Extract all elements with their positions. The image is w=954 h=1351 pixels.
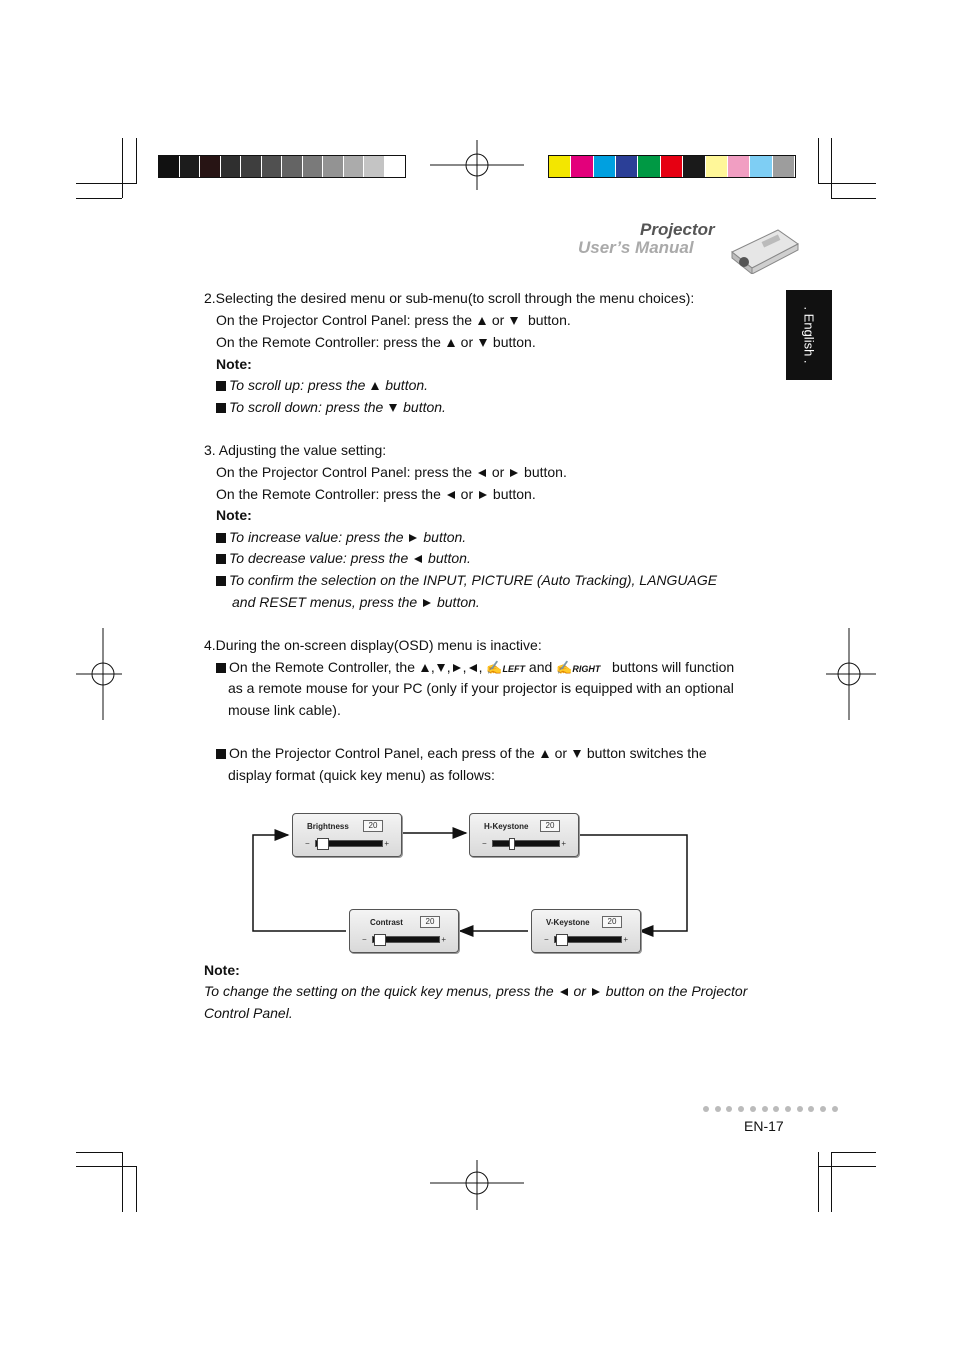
osd-label: V-Keystone bbox=[546, 918, 590, 927]
color-swatch bbox=[364, 156, 384, 177]
projector-image bbox=[728, 222, 800, 274]
osd-h-keystone bbox=[469, 813, 579, 857]
up-arrow-icon bbox=[371, 382, 379, 390]
color-swatch bbox=[303, 156, 323, 177]
crop-mark bbox=[818, 1166, 876, 1167]
osd-slider bbox=[492, 840, 560, 847]
color-swatch bbox=[571, 156, 592, 177]
osd-value: 20 bbox=[420, 916, 440, 928]
plus-icon: + bbox=[441, 935, 446, 944]
crop-mark bbox=[122, 138, 123, 198]
up-arrow-icon bbox=[478, 317, 486, 325]
right-arrow-icon bbox=[510, 469, 518, 477]
bullet-icon bbox=[216, 663, 226, 673]
color-calibration-bar bbox=[548, 155, 796, 178]
section4-remote-line3: mouse link cable). bbox=[228, 702, 341, 718]
minus-icon: − bbox=[544, 935, 549, 944]
bullet-icon bbox=[216, 533, 226, 543]
bullet-icon bbox=[216, 403, 226, 413]
dot-icon bbox=[750, 1106, 756, 1112]
color-swatch bbox=[773, 156, 794, 177]
color-swatch bbox=[750, 156, 771, 177]
down-arrow-icon bbox=[510, 317, 518, 325]
slider-knob bbox=[374, 934, 386, 946]
color-swatch bbox=[159, 156, 179, 177]
bullet-icon bbox=[216, 576, 226, 586]
up-arrow-icon bbox=[421, 664, 429, 672]
color-swatch bbox=[683, 156, 704, 177]
minus-icon: − bbox=[482, 839, 487, 848]
section4-panel-line: On the Projector Control Panel, each press of the or button switches the bbox=[216, 744, 707, 762]
crop-mark bbox=[818, 1152, 819, 1212]
section3-note-label: Note: bbox=[216, 507, 252, 523]
dot-icon bbox=[703, 1106, 709, 1112]
up-arrow-icon bbox=[447, 339, 455, 347]
left-arrow-icon bbox=[478, 469, 486, 477]
final-note-label: Note: bbox=[204, 962, 240, 978]
slider-knob bbox=[556, 934, 568, 946]
right-arrow-icon bbox=[592, 988, 600, 996]
logo-users-manual: User’s Manual bbox=[578, 238, 694, 257]
osd-label: Contrast bbox=[370, 918, 403, 927]
plus-icon: + bbox=[623, 935, 628, 944]
crop-mark bbox=[76, 198, 122, 199]
section2-note-label: Note: bbox=[216, 356, 252, 372]
right-arrow-icon bbox=[453, 664, 461, 672]
down-arrow-icon bbox=[437, 664, 445, 672]
left-arrow-icon bbox=[469, 664, 477, 672]
color-swatch bbox=[180, 156, 200, 177]
osd-label: H-Keystone bbox=[484, 822, 529, 831]
color-swatch bbox=[661, 156, 682, 177]
right-arrow-icon bbox=[423, 599, 431, 607]
registration-mark-left bbox=[76, 628, 122, 720]
left-arrow-icon bbox=[447, 491, 455, 499]
section3-panel-line: On the Projector Control Panel: press the or button. bbox=[216, 464, 567, 480]
color-swatch bbox=[594, 156, 615, 177]
color-swatch bbox=[200, 156, 220, 177]
left-click-label: LEFT bbox=[502, 664, 526, 674]
section2-heading: 2.Selecting the desired menu or sub-menu(to scroll through the menu choices): bbox=[204, 290, 695, 306]
osd-contrast bbox=[349, 909, 459, 953]
bullet-icon bbox=[216, 554, 226, 564]
color-swatch bbox=[221, 156, 241, 177]
section4-remote-line: On the Remote Controller, the , , , , ✍LEFT and ✍RIGHT buttons will function bbox=[216, 658, 734, 678]
section2-note-scroll-up: To scroll up: press the button. bbox=[216, 376, 428, 394]
crop-mark bbox=[818, 138, 819, 184]
section2-remote-line: On the Remote Controller: press the or button. bbox=[216, 334, 536, 350]
slider-knob bbox=[509, 838, 515, 850]
section2-note-scroll-down: To scroll down: press the button. bbox=[216, 398, 446, 416]
language-tab bbox=[786, 290, 832, 380]
plus-icon: + bbox=[384, 839, 389, 848]
right-arrow-icon bbox=[409, 534, 417, 542]
crop-mark bbox=[831, 1152, 832, 1212]
dot-icon bbox=[808, 1106, 814, 1112]
crop-mark bbox=[818, 183, 876, 184]
color-swatch bbox=[616, 156, 637, 177]
dot-icon bbox=[820, 1106, 826, 1112]
dot-icon bbox=[832, 1106, 838, 1112]
dot-icon bbox=[785, 1106, 791, 1112]
slider-knob bbox=[317, 838, 329, 850]
crop-mark bbox=[122, 1152, 123, 1212]
osd-slider bbox=[554, 936, 622, 943]
section3-note-decrease: To decrease value: press the button. bbox=[216, 549, 471, 567]
down-arrow-icon bbox=[479, 339, 487, 347]
plus-icon: + bbox=[561, 839, 566, 848]
osd-label: Brightness bbox=[307, 822, 349, 831]
section3-note-increase: To increase value: press the button. bbox=[216, 528, 466, 546]
left-arrow-icon bbox=[560, 988, 568, 996]
right-arrow-icon bbox=[479, 491, 487, 499]
color-swatch bbox=[638, 156, 659, 177]
osd-v-keystone bbox=[531, 909, 641, 953]
crop-mark bbox=[136, 1166, 137, 1212]
color-swatch bbox=[706, 156, 727, 177]
dot-icon bbox=[738, 1106, 744, 1112]
crop-mark bbox=[76, 183, 136, 184]
crop-mark bbox=[831, 138, 832, 198]
color-swatch bbox=[262, 156, 282, 177]
section2-panel-line: On the Projector Control Panel: press the or button. bbox=[216, 312, 571, 328]
crop-mark bbox=[831, 1152, 876, 1153]
right-click-label: RIGHT bbox=[572, 664, 601, 674]
section3-note-confirm-line2: and RESET menus, press the button. bbox=[232, 594, 480, 610]
color-swatch bbox=[241, 156, 261, 177]
logo-projector: Projector bbox=[640, 220, 715, 239]
bullet-icon bbox=[216, 749, 226, 759]
section4-remote-line2: as a remote mouse for your PC (only if your projector is equipped with an optional bbox=[228, 680, 734, 696]
crop-mark bbox=[831, 198, 876, 199]
section3-note-confirm: To confirm the selection on the INPUT, PICTURE (Auto Tracking), LANGUAGE bbox=[216, 571, 717, 589]
section4-heading: 4.During the on-screen display(OSD) menu is inactive: bbox=[204, 637, 542, 653]
color-swatch bbox=[282, 156, 302, 177]
section3-remote-line: On the Remote Controller: press the or button. bbox=[216, 486, 536, 502]
osd-value: 20 bbox=[363, 820, 383, 832]
osd-slider bbox=[315, 840, 383, 847]
section3-heading: 3. Adjusting the value setting: bbox=[204, 442, 387, 458]
color-swatch bbox=[323, 156, 343, 177]
page-number: EN-17 bbox=[744, 1118, 784, 1134]
registration-mark-right bbox=[826, 628, 876, 720]
color-swatch bbox=[344, 156, 364, 177]
dot-icon bbox=[773, 1106, 779, 1112]
minus-icon: − bbox=[305, 839, 310, 848]
left-arrow-icon bbox=[414, 555, 422, 563]
final-note-line1: To change the setting on the quick key menus, press the or button on the Projector bbox=[204, 983, 748, 999]
bullet-icon bbox=[216, 381, 226, 391]
section4-panel-line2: display format (quick key menu) as follows: bbox=[228, 767, 495, 783]
up-arrow-icon bbox=[541, 750, 549, 758]
crop-mark bbox=[76, 1152, 122, 1153]
color-swatch bbox=[549, 156, 570, 177]
osd-value: 20 bbox=[602, 916, 622, 928]
final-note-line2: Control Panel. bbox=[204, 1005, 293, 1021]
minus-icon: − bbox=[362, 935, 367, 944]
language-tab-label: . English . bbox=[801, 306, 817, 364]
dot-icon bbox=[726, 1106, 732, 1112]
color-swatch bbox=[385, 156, 405, 177]
registration-mark-bottom bbox=[430, 1160, 524, 1212]
osd-brightness bbox=[292, 813, 402, 857]
dot-icon bbox=[797, 1106, 803, 1112]
grayscale-calibration-bar bbox=[158, 155, 406, 178]
crop-mark bbox=[76, 1166, 136, 1167]
dot-icon bbox=[762, 1106, 768, 1112]
osd-slider bbox=[372, 936, 440, 943]
osd-value: 20 bbox=[540, 820, 560, 832]
mouse-right-click-icon: ✍ bbox=[556, 660, 573, 675]
down-arrow-icon bbox=[389, 404, 397, 412]
crop-mark bbox=[136, 138, 137, 184]
mouse-left-click-icon: ✍ bbox=[486, 660, 503, 675]
color-swatch bbox=[728, 156, 749, 177]
dot-icon bbox=[715, 1106, 721, 1112]
down-arrow-icon bbox=[573, 750, 581, 758]
registration-mark-top bbox=[430, 140, 524, 200]
